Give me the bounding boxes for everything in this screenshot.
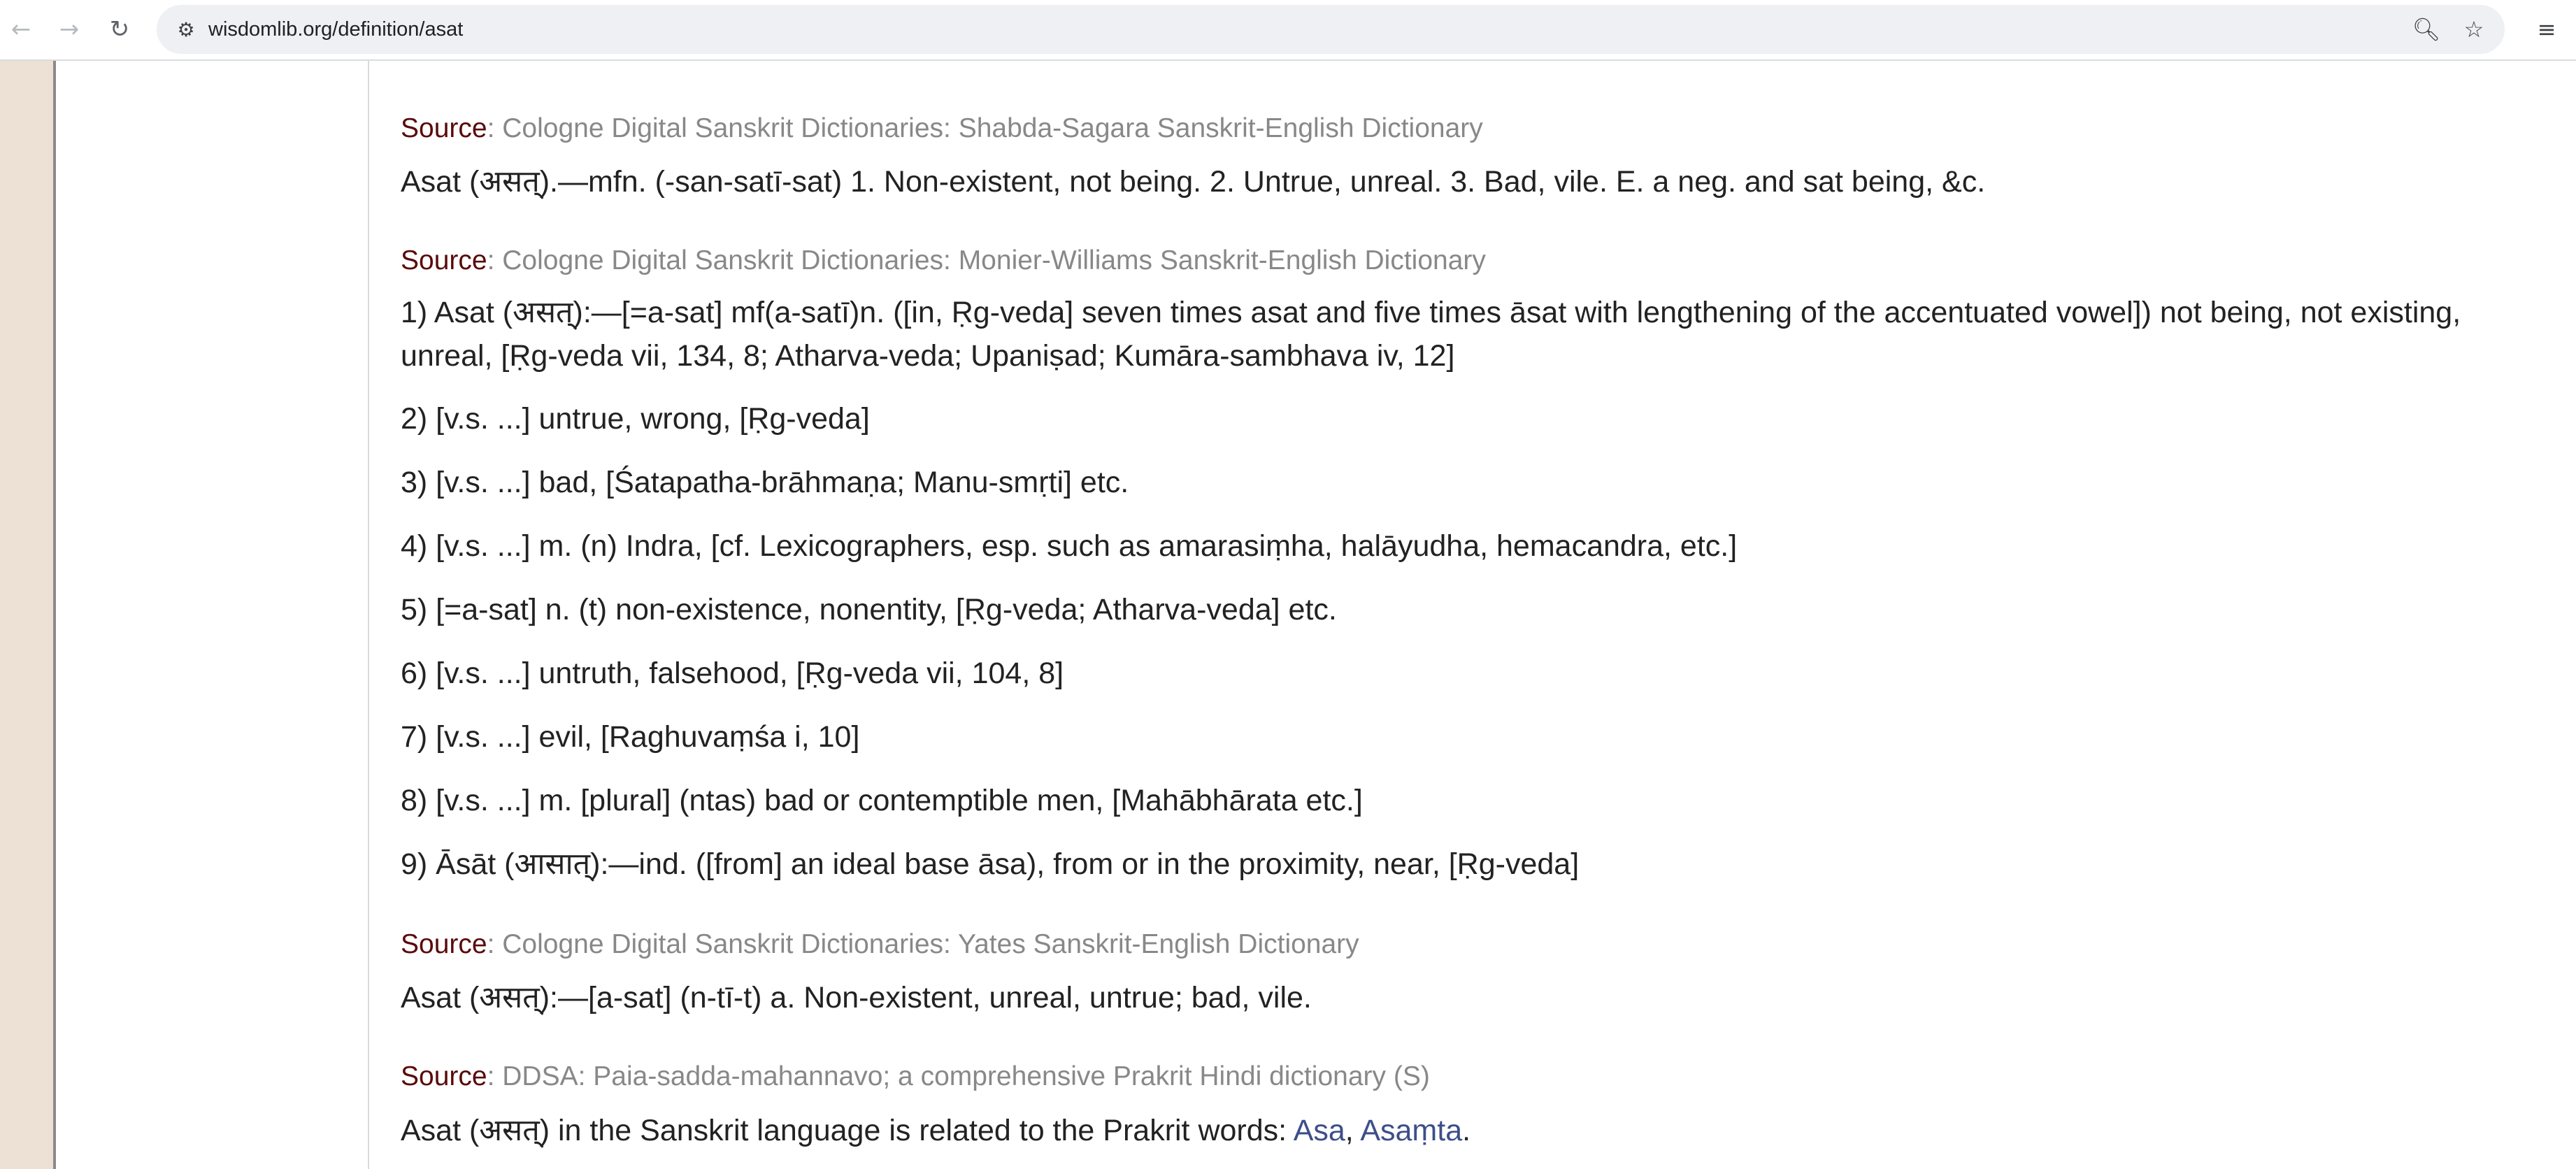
definition-content: [401, 61, 2554, 1169]
zoom-button[interactable]: [2410, 13, 2443, 46]
forward-button[interactable]: [50, 10, 89, 49]
definition-text: Asat (असत्):—[a-sat] (n-tī-t) a. Non-existent, unreal, untrue; bad, vile.: [401, 981, 1312, 1014]
definition-entry: 6) [v.s. ...] untruth, falsehood, [Ṛg-veda vii, 104, 8]: [401, 657, 1064, 690]
source-name: : Cologne Digital Sanskrit Dictionaries: Shabda-Sagara Sanskrit-English Dictionary: [487, 113, 1483, 143]
reload-button[interactable]: [100, 10, 139, 49]
tune-icon: ⚙: [177, 17, 195, 41]
related-words-prefix: Asat (असत्) in the Sanskrit language is related to the Prakrit words:: [401, 1114, 1294, 1147]
left-decorative-sidebar: [0, 61, 56, 1169]
url-text[interactable]: wisdomlib.org/definition/asat: [208, 18, 464, 41]
list-icon: ≡: [2537, 16, 2556, 43]
back-button[interactable]: [1, 10, 41, 49]
source-heading: [401, 924, 1359, 966]
browser-toolbar: [0, 0, 2576, 61]
left-column: [56, 61, 369, 1169]
source-name: : Cologne Digital Sanskrit Dictionaries: Yates Sanskrit-English Dictionary: [487, 929, 1359, 959]
arrow-right-icon: →: [59, 15, 80, 43]
zoom-icon: 🔍︎: [2412, 16, 2441, 43]
related-words-line: [401, 1109, 2554, 1152]
source-label: Source: [401, 113, 487, 143]
source-name: : Cologne Digital Sanskrit Dictionaries: Monier-Williams Sanskrit-English Dictionary: [487, 245, 1486, 275]
definition-entry: 1) Asat (असत्):—[=a-sat] mf(a-satī)n. ([in, Ṛg-veda] seven times asat and five times āsat with lengthening of the accentuated vowel]) not being, not existing, unreal, [Ṛg-veda vii, 134, 8; Atharva-veda; Upaniṣad; Kumāra-sambhava iv, 12]: [401, 296, 2461, 373]
source-label: Source: [401, 1061, 487, 1091]
related-word-link-asa[interactable]: Asa: [1293, 1114, 1345, 1147]
source-heading: [401, 240, 1486, 282]
definition-text: Asat (असत्).—mfn. (-san-satī-sat) 1. Non-existent, not being. 2. Untrue, unreal. 3. Bad, vile. E. a neg. and sat being, &c.: [401, 165, 1986, 199]
related-word-link-asamta[interactable]: Asaṃta: [1360, 1114, 1463, 1147]
definition-entry: 2) [v.s. ...] untrue, wrong, [Ṛg-veda]: [401, 402, 870, 436]
bookmark-button[interactable]: [2457, 13, 2491, 46]
source-label: Source: [401, 245, 487, 275]
source-label: Source: [401, 929, 487, 959]
source-name: : DDSA: Paia-sadda-mahannavo; a comprehensive Prakrit Hindi dictionary (S): [487, 1061, 1430, 1091]
tab-search-button[interactable]: [2527, 10, 2566, 49]
definition-entry: 7) [v.s. ...] evil, [Raghuvaṃśa i, 10]: [401, 720, 860, 754]
suffix: .: [1462, 1114, 1471, 1147]
source-heading: [401, 108, 1483, 150]
definition-entry: 9) Āsāt (आसात्):—ind. ([from] an ideal base āsa), from or in the proximity, near, [Ṛg-veda]: [401, 847, 1580, 881]
definition-entry: 8) [v.s. ...] m. [plural] (ntas) bad or contemptible men, [Mahābhārata etc.]: [401, 784, 1363, 817]
star-icon: ☆: [2463, 16, 2484, 43]
address-bar[interactable]: [157, 5, 2505, 54]
arrow-left-icon: ←: [10, 15, 31, 43]
source-heading: [401, 1056, 1430, 1098]
separator: ,: [1345, 1114, 1361, 1147]
definition-entry: 4) [v.s. ...] m. (n) Indra, [cf. Lexicographers, esp. such as amarasiṃha, halāyudha, hemacandra, etc.]: [401, 529, 1738, 563]
reload-icon: ↻: [109, 15, 130, 43]
definition-entry: 3) [v.s. ...] bad, [Śatapatha-brāhmaṇa; Manu-smṛti] etc.: [401, 466, 1129, 499]
definition-entry: 5) [=a-sat] n. (t) non-existence, nonentity, [Ṛg-veda; Atharva-veda] etc.: [401, 593, 1337, 626]
site-info-button[interactable]: [172, 15, 200, 43]
